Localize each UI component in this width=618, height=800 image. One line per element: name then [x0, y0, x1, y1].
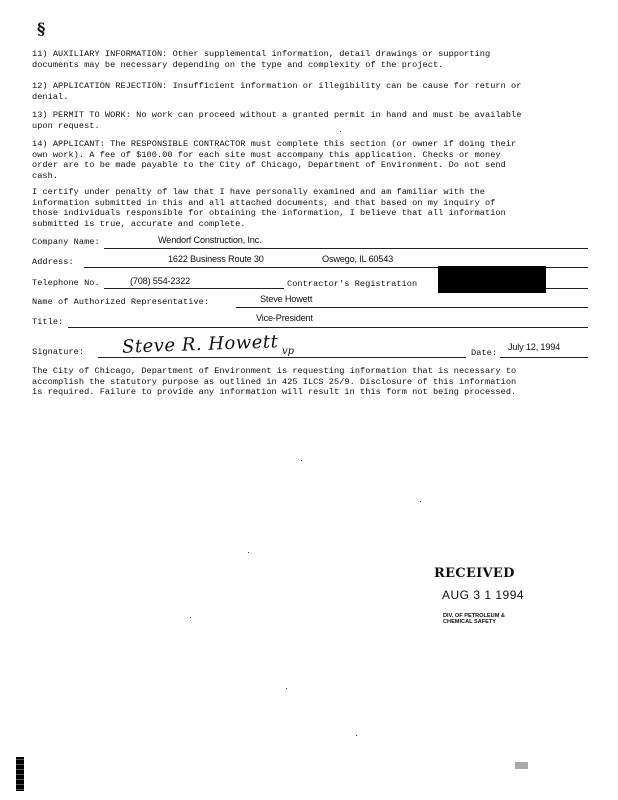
division-line-2: CHEMICAL SAFETY	[443, 619, 497, 626]
signature-suffix: vp	[282, 346, 295, 357]
header-mark: §	[37, 19, 46, 38]
telephone-line	[104, 288, 284, 289]
section-13-permit-to-work: 13) PERMIT TO WORK: No work can proceed without a granted permit in hand and must be available upon request.	[32, 110, 522, 131]
signature-line	[98, 357, 466, 358]
received-stamp-date: AUG 3 1 1994	[442, 588, 525, 602]
address-label: Address:	[32, 257, 74, 267]
title-line	[68, 327, 588, 328]
disclosure-statement: The City of Chicago, Department of Environment is requesting information that is necessary to accomplish the statutory purpose as outlined in 425 ILCS 25/9. Disclosure of this information is required. Failure to provide any information will result in this form not being processed.	[32, 366, 517, 397]
address-city-value: Oswego, IL 60543	[322, 254, 394, 264]
scan-speck	[190, 617, 191, 618]
scan-speck	[286, 688, 287, 689]
section-11-auxiliary-information: 11) AUXILIARY INFORMATION: Other supplemental information, detail drawings or supporting documents may be necessary depending on the type and complexity of the project.	[32, 49, 491, 70]
company-name-label: Company Name:	[32, 237, 100, 247]
date-value: July 12, 1994	[508, 342, 561, 352]
received-stamp-division	[443, 613, 505, 626]
scan-speck	[420, 501, 421, 502]
title-label: Title:	[32, 317, 64, 327]
date-label: Date:	[471, 348, 498, 358]
scan-edge-mark	[16, 757, 24, 791]
telephone-label: Telephone No.	[32, 278, 100, 288]
contractor-registration-label: Contractor's Registration	[287, 279, 418, 289]
scan-speck	[340, 131, 341, 132]
section-14-applicant: 14) APPLICANT: The RESPONSIBLE CONTRACTOR must complete this section (or owner if doing their own work). A fee of $100.00 for each site must accompany this application. Checks or money order are to be made payable to the City of Chicago, Department of Environment. Do not send cash.	[32, 139, 517, 181]
section-12-application-rejection: 12) APPLICATION REJECTION: Insufficient information or illegibility can be cause for return or denial.	[32, 81, 522, 102]
authorized-representative-value: Steve Howett	[260, 294, 313, 304]
telephone-value: (708) 554-2322	[130, 276, 191, 286]
representative-line	[236, 307, 588, 308]
certification-statement: I certify under penalty of law that I have personally examined and am familiar with the information submitted in this and all attached documents, and that based on my inquiry of those individuals responsible for obtaining the information, I believe that all information submitted is true, accurate and complete.	[32, 187, 506, 229]
received-stamp-title: RECEIVED	[434, 566, 515, 581]
scan-speck	[356, 735, 357, 736]
address-street-value: 1622 Business Route 30	[168, 254, 264, 264]
signature-label: Signature:	[32, 347, 85, 357]
scan-corner-mark	[515, 762, 528, 769]
scan-speck	[301, 460, 302, 461]
scan-speck	[248, 552, 249, 553]
registration-line	[546, 288, 588, 289]
redaction-block	[438, 266, 546, 293]
company-name-line	[104, 248, 588, 249]
company-name-value: Wendorf Construction, Inc.	[158, 235, 262, 245]
date-line	[500, 357, 588, 358]
division-line-1: DIV. OF PETROLEUM &	[443, 613, 505, 619]
title-value: Vice-President	[256, 313, 313, 323]
signature-handwriting: Steve R. Howett	[121, 331, 279, 358]
authorized-representative-label: Name of Authorized Representative:	[32, 297, 210, 307]
